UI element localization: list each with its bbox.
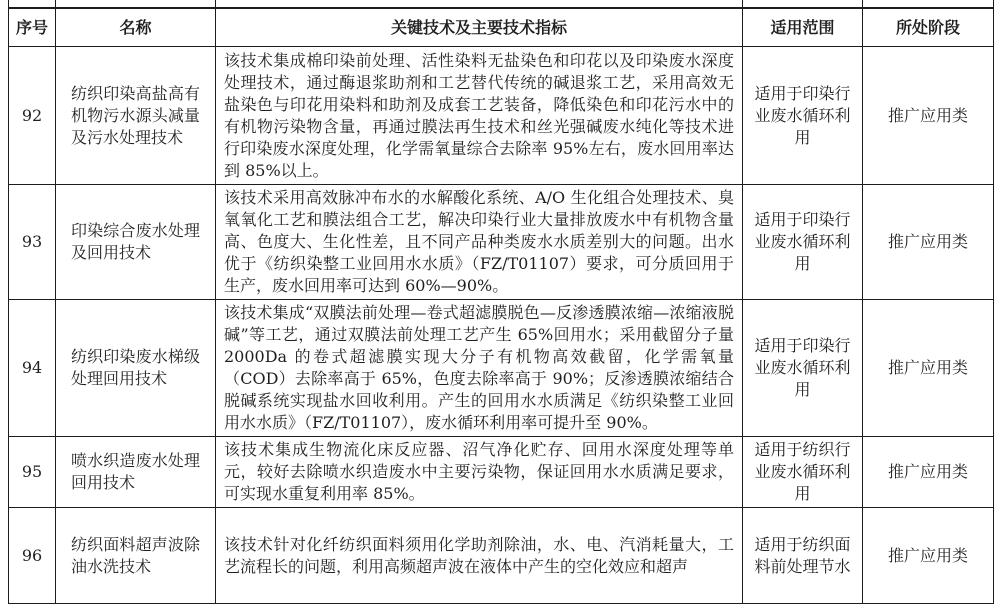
name-cell: 纺织印染高盐高有机物污水源头减量及污水处理技术 [56,47,216,185]
table-header-row [9,8,994,47]
name-cell: 纺织印染废水梯级处理回用技术 [56,300,216,437]
serial-cell: 95 [9,437,56,508]
name-cell: 喷水织造废水处理回用技术 [56,437,216,508]
sliver-cell [743,0,863,8]
serial-cell: 96 [9,508,56,604]
header-serial: 序号 [9,8,56,47]
stage-cell: 推广应用类 [863,47,994,185]
table-row [9,508,994,604]
technology-table [8,0,994,604]
serial-cell: 94 [9,300,56,437]
tech-cell: 该技术集成棉印染前处理、活性染料无盐染色和印花以及印染废水深度处理技术，通过酶退浆助剂和工艺替代传统的碱退浆工艺，采用高效无盐染色与印花用染料和助剂及成套工艺装备，降低染色和印花污水中的有机物污染物含量，再通过膜法再生技术和丝光强碱废水纯化等技术进行印染废水深度处理，化学需氧量综合去除率 95%左右，废水回用率达到 85%以上。 [216,47,743,185]
sliver-cell [56,0,216,8]
scope-cell: 适用于印染行业废水循环利用 [743,300,863,437]
tech-cell: 该技术集成“双膜法前处理—卷式超滤膜脱色—反渗透膜浓缩—浓缩液脱碱”等工艺，通过双膜法前处理工艺产生 65%回用水；采用截留分子量 2000Da 的卷式超滤膜实现大分子有机物高效截留，化学需氧量（COD）去除率高于 65%，色度去除率高于 90%；反渗透膜浓缩结合脱碱系统实现盐水回收利用。产生的回用水水质满足《纺织染整工业回用水水质》（FZ/T01107），废水循环利用率可提升至 90%。 [216,300,743,437]
cut-off-previous-row [9,0,994,8]
table-row [9,185,994,300]
stage-cell: 推广应用类 [863,437,994,508]
sliver-cell [9,0,56,8]
scope-cell: 适用于印染行业废水循环利用 [743,47,863,185]
tech-cell: 该技术集成生物流化床反应器、沼气净化贮存、回用水深度处理等单元，较好去除喷水织造废水中主要污染物，保证回用水水质满足要求，可实现水重复利用率 85%。 [216,437,743,508]
table-row [9,300,994,437]
scope-cell: 适用于纺织行业废水循环利用 [743,437,863,508]
header-stage: 所处阶段 [863,8,994,47]
serial-cell: 93 [9,185,56,300]
stage-cell: 推广应用类 [863,185,994,300]
name-cell: 印染综合废水处理及回用技术 [56,185,216,300]
scope-cell: 适用于纺织面料前处理节水 [743,508,863,604]
name-cell: 纺织面料超声波除油水洗技术 [56,508,216,604]
tech-cell: 该技术针对化纤纺织面料须用化学助剂除油，水、电、汽消耗量大，工艺流程长的问题，利用高频超声波在液体中产生的空化效应和超声 [216,508,743,604]
sliver-cell [216,0,743,8]
header-name: 名称 [56,8,216,47]
header-tech: 关键技术及主要技术指标 [216,8,743,47]
table-row [9,47,994,185]
scope-cell: 适用于印染行业废水循环利用 [743,185,863,300]
serial-cell: 92 [9,47,56,185]
stage-cell: 推广应用类 [863,508,994,604]
table-row [9,437,994,508]
sliver-cell [863,0,994,8]
header-scope: 适用范围 [743,8,863,47]
stage-cell: 推广应用类 [863,300,994,437]
tech-cell: 该技术采用高效脉冲布水的水解酸化系统、A/O 生化组合处理技术、臭氧氧化工艺和膜法组合工艺，解决印染行业大量排放废水中有机物含量高、色度大、生化性差，且不同产品种类废水水质差别大的问题。出水优于《纺织染整工业回用水水质》（FZ/T01107）要求，可分质回用于生产，废水回用率可达到 60%—90%。 [216,185,743,300]
